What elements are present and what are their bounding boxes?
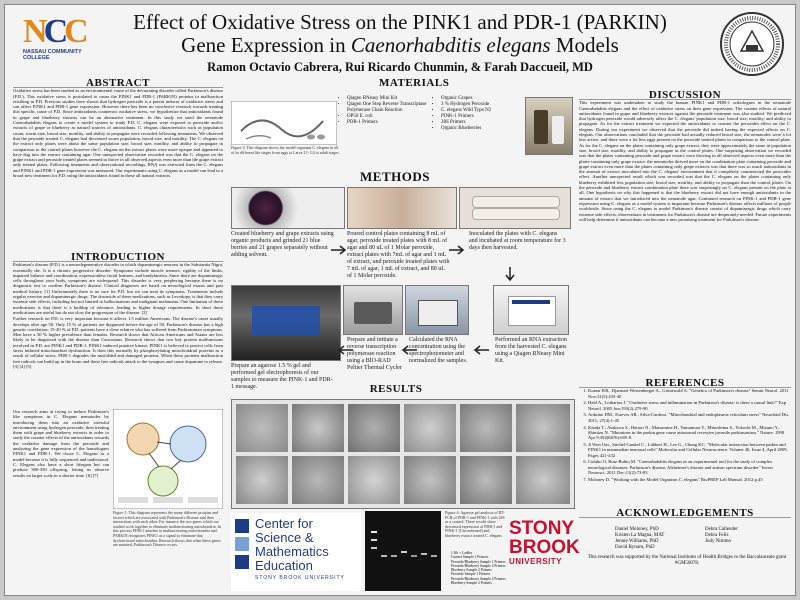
worm-microscopy-panel [231,399,575,509]
list-item: Control Sample 1 Primers [451,555,489,560]
materials-list-1 [341,96,437,126]
references-list [579,388,791,482]
ncc-logo [23,15,83,75]
csme-logo-line: Center for [255,516,313,531]
method-step-5: Calculated the RNA concentration using the spectrophotometer and normalized the samples. [409,337,468,364]
list-item: Peroxide/Blueberry Sample 1 Primers [451,559,506,564]
references-heading: REFERENCES [579,381,791,388]
figure-1-pathway-diagram [113,409,223,509]
poster-header [5,5,795,77]
abstract-text: Oxidative stress has been studied as an environmental cause of the devastating disorder called Parkinson's disease (P.D.). This oxidative stress is postulated to cause the PINK1 and PDR-1 (PARKIN) proteins to malfunction resulting in P.D. Previous studies have shown that hydrogen peroxide is a potent inducer of oxidative stress and can affect PINK1 and PDR-1 gene expression. However there has been no conclusive research towards treating this specific cause of P.D. Since antioxidants counteract oxidative stress, we hypothesize that antioxidants found in grape and blueberry extracts can be an alternative treatment. In this study we used the nematode Caenorhabditis elegans to create a model system to study P.D. C. elegans were exposed to peroxide and/or extracts of grape or blueberry as natural sources of antioxidants. C. elegans characteristics such as population count, worm size, brood size, motility, and ability to propagate were recorded following treatments. We observed that the peroxide treated C. elegans had decreased worm population, brood size, and motility. The C. elegans on the extract only plates were about the same population size, brood size, motility, and ability to propagate in comparison to the control plates however the C. elegans on the extract plates were more opaque and appeared to have dug into the extract containing agar. One unexpected observation recorded was that the C. elegans on the grape extract and peroxide treated plates seemed to thrive in all observed aspects even more than the grape extract only treated plates. Following treatments and observational recordings, RNA was extracted from the C. elegans and PINK1 and PDR-1 gene expression was measured. Our experiments using C. elegans as a model can lead to a broad new treatment for P.D. using the antioxidants found in these all natural extracts. [13,88,223,179]
ack-name: Daniel Moloney, PhD [615,527,659,532]
list-item: • Organic Grapes [441,96,531,102]
references-section [579,377,791,484]
list-item: • C. elegans Wild Type N2 [441,108,531,114]
sbu-logo-line: STONY [509,518,575,539]
figure-4-caption: Figure 4: Agarose gel analysis of RT-PCR of PDR-1 and PINK-1 with 28S as a control. These results show decreased expression of PDR-1 and PINK-1 (Unconfirmed) and blueberry extract treated C. elegans [445,510,505,538]
list-item: • Qiagen RNeasy Mini Kit [347,96,437,102]
list-item: • Organic Blueberries [441,126,531,132]
reference-item: 6. Culubo O, Ruiz-Rubio M. "Caenorhabditis elegans as an experimental tool for the study of complex neurological diseases: Parkinson's disease, Alzheimer's disease and autism spectrum disorder" Invert Neurosci. 2011 Dec;11(2):73-83 [588,459,791,475]
thermal-cycler-photo [343,285,403,335]
reference-item: 7. Moloney D. "Working with the Model Organism C. elegans" BioPREP Lab Manual. 2012;p.45 [588,477,791,482]
list-item: Peroxide Sample 1 Primers [451,572,491,577]
method-step-2: Poured control plates containing 8 mL of agar, peroxide treated plates with 8 mL of agar and 80 uL of 1 Molar peroxide, extract plates with 7mL of agar and 1 mL of extract, and peroxide treated plates with 7 mL of agar, 1 mL of extract, and 80 uL of 1 Molar peroxide. [347,231,450,279]
list-item: 1 Kb + Ladder [451,551,473,555]
method-step-7: Prepare an agarose 1.5 % gel and performed gel electrophoresis of our samples to measure the PINK-1 and PDR-1 message. [231,363,333,390]
poster-title [105,11,695,57]
intro-paragraph-2: Further research on P.D. is very important because it affects 1.5 million Americans. The disease's onset usually develops after age 50. Only 15 % of patients are diagnosed before the age of 50. Parkinson's disease has a high genetic correlation; 15-20 % of P.D. patients have a close relative who has suffered from Parkinsonian symptoms. Men have a 50 % higher prevalence than females. Research shows that African Americans and Asians are less likely to be diagnosed with the disease than Caucasians. Research shows that two key protein malfunctions involved in P.D. are PINK1 and PDR-1. PINK1 induced putative kinase; PINK1 is believed to protect cells from stress induced mitochondrial dysfunction. It does this normally by phosphorylating mitochondrial proteins as a result of cellular stress. PDR-1 degrades the misfolded and damaged proteins. When these proteins malfunction free radicals can build up in the brain and these free radicals attack to the synapses and cause dopamine to release. [3] [4] [5] [13,316,223,369]
list-item: • OP50 E. coli [347,114,437,120]
intro-paragraph-3-block [13,409,109,479]
reference-item: 4. Kitada T., Asakawa S., Hattori N., Matsumine H., Yamamura Y., Minoshima S., Yokochi M., Mizuno Y., Shimizu N. "Mutations in the parkin gene cause autosomal recessive juvenile parkinsonism." Nature. 1998 Apr 9;392(6676):605-8. [588,425,791,441]
method-step-4: Performed an RNA extraction from the harvested C. elegans using a Qiagen RNeasy Mini Kit. [495,337,567,364]
spectrophotometer-photo [405,285,469,335]
figure-3-caption: Figure 3: This diagram shows the model organism C. elegans in all of its different life stages from eggs to Larva L1- L4 to adult stages. [231,145,340,155]
list-item: Peroxide/Blueberry Sample 2 Primers [451,563,506,568]
list-item: Blueberry Sample 2 Primers [451,568,492,573]
discussion-text: This experiment was undertaken to study the human PINK1 and PDR-1 orthologues in the nematode Caenorhabditis elegans and the effect of oxidative stress on their gene expression. The counter effects of natural antioxidants found in grape and blueberry extracts against the peroxide treatment was also studied. We predicted that hydrogen peroxide would adversely affect the C. elegans' population size, brood size, motility, and ability to propagate. As for the extract treatment we expected the antioxidants to counter the peroxides effect on the C. elegans. During our experiment we observed that the peroxide did indeed having the expected effects on C. elegans. Our observations concluded that the peroxide had actually reduced brood size, the nematodes were a lot less active, and there were a lot less eggs present on the peroxide treated plates in comparison to the control plate. As for the C. elegans on the plates containing only grape extract, they were approximately the same in population size, brood size, motility, and ability to propagate as the control plates. One surprising observation we recorded was that the plates containing peroxide and grape extract were thriving in all observed aspects even more than the plates containing only grape extract. the nematodes thrived more on the combination plate containing peroxide and grape extract even more than the plates containing only grape extracts was that there was so much antioxidants in the amount of extract inoculated into the C. elegans' environment that it completely counteracted the peroxides effect. Another unexpected result which was recorded was that the C. elegans on the plates containing only blueberry exhibited less population size, brood size, motility, and ability to propagate than the control plates. On the peroxide and blueberry extract combination plate there was surprisingly no C. elegans present on the plate at all. One hypothesis on why this happened is that the blueberry extract did not have enough antioxidants in the amount of extract that we introduced into the nematode agar. Continued research on PINK-1 and PDR-1 gene expression using C. elegans as a model system is important because Parkinson's disease affects millions of people worldwide. Since using the C. elegans to model Parkinson's disease consist of dopaminergic drugs which carry extreme side effects, observations in treatments for Parkinson's disease are desperately needed. Future experiments will help determine if antioxidants can become a new promising treatment for Parkinson's disease. [579,100,791,222]
arrow-right-icon [449,245,467,255]
reference-item: 2. Hald A., Lotharius J. "Oxidative stress and inflammation in Parkinson's disease: is there a causal link?" Exp Neurol. 2005 Jun;193(2):279-90 [588,400,791,411]
discussion-section [579,89,791,223]
abstract-heading: ABSTRACT [13,81,223,88]
stony-brook-logo [509,519,579,589]
extract-photo [231,187,345,229]
csme-logo-line: Education [255,558,313,573]
ncc-logo-text: NASSAU COMMUNITY COLLEGE [23,49,82,61]
figure-3-life-stages-diagram [231,101,337,145]
gel-lane-legend [445,551,513,585]
reference-item: 5. Ji Won Um., Stichel-Gunkel C., Lübbert H., Lee G., Chung KC. "Molecular interaction between parkin and PINK1 in mammalian neuronal cells" Molecular and Cellular Neuroscience. Volume 40, Issue 4, April 2009, Pages 421-432 [588,442,791,458]
materials-list-2 [435,96,531,132]
materials-heading: MATERIALS [379,77,450,89]
ack-names-col-2 [705,527,785,545]
csme-logo-subtitle: STONY BROOK UNIVERSITY [255,575,345,581]
ack-name: Jennie Williams, PhD [615,539,659,544]
csme-logo-line: Mathematics [255,544,329,559]
intro-paragraph-3: Our research aims at trying to induce Parkinson's like symptoms in C. Elegans nematodes by introducing them into an oxidative stressful environment using hydrogen peroxide, then treating them with grape and blueberry extracts in order to study the counter effects of the antioxidants towards the oxidative damage from the peroxide and analyzing the gene expression of the homologues PINK1 and PDR-1. We chose C. Elegans as a model because it is fully sequenced and understood. C. Elegans also have a short lifespan but can produce 300-350 offspring, letting us observe results on larger scale in a shorter time. [6] [7] [13,409,109,478]
sbu-logo-line: UNIVERSITY [509,557,563,566]
arrow-left-icon [471,345,489,355]
figure-1-caption: Figure 1: This diagram represents the many different proteins and factors which are associated with Parkinson's Disease and their interactions with each other. For instance the two genes which our studied work together to eliminate malfunctioning mitochondria. In this process PINK1 attaches to malfunctioning mitochondria and PARKIN recognizes PINK1 as a signal to eliminate that dysfunctional mitochondria. Research shows that when these genes are mutated, Parkinson's Disease occurs. [113,510,221,548]
gel-electrophoresis-photo [231,285,341,361]
abstract-section [13,77,223,179]
figure-4-gel-image [365,511,441,591]
csme-logo-line: Science & [255,530,314,545]
ack-name: Debra Felix [705,533,729,538]
introduction-heading: INTRODUCTION [13,255,223,262]
materials-section [229,77,573,89]
method-step-3: Inoculated the plates with C. elegans and incubated at room temperature for 3 days then harvested. [469,231,566,251]
pouring-plates-photo [347,187,457,229]
acknowledgements-section [579,507,791,519]
reference-item: 1. Kumar KR., Djarmati-Westenberger A., Grünewald A. "Genetics of Parkinson's disease" Semin Neurol. 2011 Nov;31(5):433-40 [588,388,791,399]
plates-stack-photo [459,187,571,229]
list-item: • Qiagen One Step Reverse Transcriptase Polymerase Chain Reaction [347,102,437,114]
method-step-6: Prepare and initiate a reverse transcription polymerase reaction using a BIO-RAD Peltier Thermal Cycler [347,337,402,371]
introduction-section [13,251,223,370]
poster [4,4,796,596]
methods-heading: METHODS [360,169,430,184]
discussion-heading: DISCUSSION [579,93,791,100]
title-line-1: Effect of Oxidative Stress on the PINK1 and PDR-1 (PARKIN) [133,10,667,34]
ack-name: Judy Nimmo [705,539,731,544]
intro-paragraph-1: Parkinson's disease (P.D.) is a neurodegenerative disorder in which dopaminergic neurons in the Substantia Nigra, essentially die. It is a chronic progressive disorder. Symptoms include muscle tremors, rigidity of the limbs, impaired balance and coordination, expressionless facial features, and bradykinesia. Since there are dopaminergic cells throughout your body, symptoms are widespread. This disorder is very perplexing because there is no diagnostic test to confirm Parkinson's disease. Clinical diagnoses are based on neurological exams and past medical history. [1] Unfortunately there is no cure for P.D. but we can treat its symptoms. Treatments include regular exercise and dopaminergic drugs. The downside of these medications, such as Levodopa, is that they carry extreme side effects, including but not limited to hallucinations and malignant melanoma. One limitation of these medications is that there is a buildup of tolerance, leading to higher dosage requirements. In short these medications are useful but do not slow the progression of the disease. [2] [13,262,223,315]
arrow-down-icon [505,267,515,283]
ack-name: David Bynum, PhD [615,545,655,550]
poster-authors: Ramon Octavio Cabrera, Rui Ricardo Chunmin, & Farah Daccueil, MD [207,60,593,74]
title-line-2: Gene Expression in Caenorhabditis elegans Models [181,33,619,57]
list-item: • 3 % Hydrogen Peroxide [441,102,531,108]
list-item: • 28S Primers [441,120,531,126]
acknowledgements-heading: ACKNOWLEDGEMENTS [579,511,791,518]
method-step-1: Created blueberry and grape extracts using organic products and grinded 21 blue berries and 21 grapes separately without adding solvent. [231,231,334,258]
list-item: Blueberry Sample 2 Primers [451,581,492,586]
materials-photo [525,97,573,155]
list-item: • PINK-1 Primers [441,114,531,120]
university-seal-icon [719,11,785,77]
funding-statement: This research was supported by the National Institutes of Health Bridges to the Baccalaureate grant #GM50078. [587,555,787,566]
reference-item: 3. Arduíno DM., Esteves AR., Silva-Cardoso. "Mitochondrial and endoplasmic reticulum stress" Neurobiol Dis. 2011; 27(4):1-45 [588,412,791,423]
rneasy-kit-photo [493,285,569,335]
sbu-logo-line: BROOK [509,537,580,558]
ack-name: Debra Callender [705,527,738,532]
ack-names-col-1 [615,527,695,551]
ncc-logo-mark: NCC [23,13,85,50]
list-item: Peroxide/Blueberry Sample 2 Primers [451,576,506,581]
list-item: • PDR-1 Primers [347,120,437,126]
ack-name: Kristen La Magna, MAT [615,533,665,538]
results-heading: RESULTS [369,383,423,395]
csme-logo [231,513,361,591]
